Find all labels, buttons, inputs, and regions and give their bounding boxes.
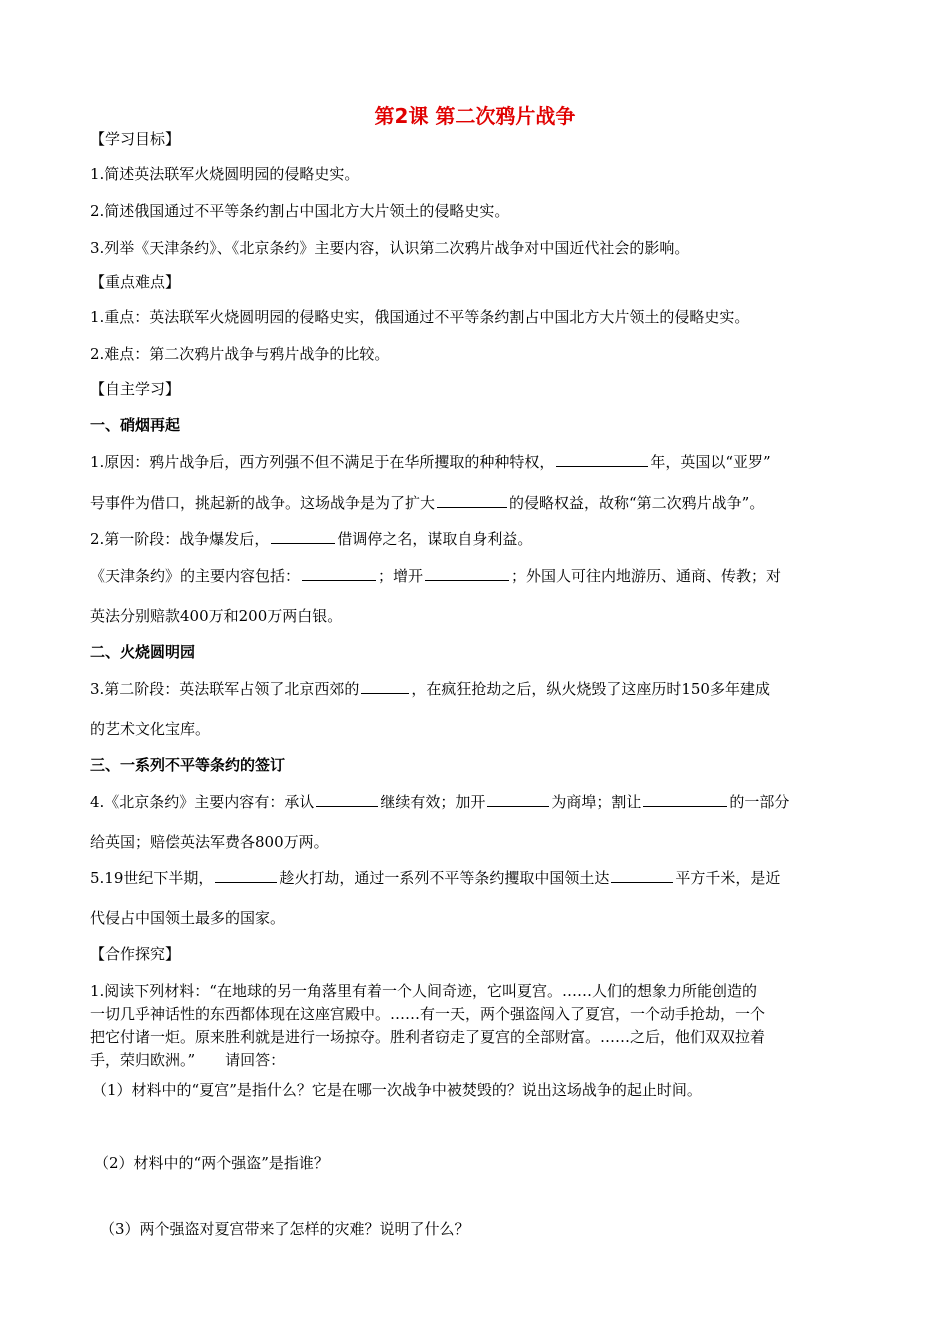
question-1-line-1: [90, 451, 771, 472]
q1-blank-year[interactable]: [556, 465, 648, 467]
q2-blank-content[interactable]: [302, 579, 376, 581]
q5-text-b: 趁火打劫，通过一系列不平等条约攫取中国领土达: [279, 869, 610, 887]
q5-text-c: 平方千米，是近: [675, 869, 781, 887]
sub-question-1: （1）材料中的“夏宫”是指什么？它是在哪一次战争中被焚毁的？说出这场战争的起止时间。: [92, 1081, 702, 1099]
q2-blank-country[interactable]: [271, 542, 335, 544]
question-2-line-1: [90, 528, 532, 549]
q1-text-d: 的侵略权益，故称“第二次鸦片战争”。: [509, 494, 765, 512]
q4-text-c: 为商埠；割让: [551, 793, 642, 811]
q1-text-c: 号事件为借口，挑起新的战争。这场战争是为了扩大: [90, 494, 436, 512]
q4-blank-treaty[interactable]: [316, 805, 378, 807]
part-3-heading: 三、一系列不平等条约的签订: [90, 756, 286, 774]
page-title: 第2课 第二次鸦片战争: [374, 104, 576, 128]
section-self-study: 【自主学习】: [90, 380, 181, 398]
q2-text-a: 2.第一阶段：战争爆发后，: [90, 530, 270, 548]
question-4-line-2: 给英国；赔偿英法军费各800万两。: [90, 833, 329, 851]
q4-blank-port[interactable]: [487, 805, 549, 807]
q5-text-a: 5.19世纪下半期，: [90, 869, 214, 887]
q2-blank-ports[interactable]: [425, 579, 509, 581]
q4-text-d: 的一部分: [729, 793, 790, 811]
q3-blank-place[interactable]: [361, 692, 409, 694]
question-3-line-1: [90, 678, 770, 699]
q2-text-e: ；外国人可往内地游历、通商、传教；对: [511, 567, 782, 585]
goal-item-2: 2.简述俄国通过不平等条约割占中国北方大片领土的侵略史实。: [90, 202, 510, 220]
q3-text-a: 3.第二阶段：英法联军占领了北京西郊的: [90, 680, 360, 698]
question-1-line-2: [90, 492, 764, 513]
q2-text-b: 借调停之名，谋取自身利益。: [337, 530, 533, 548]
material-line-1: 1.阅读下列材料：“在地球的另一角落里有着一个人间奇迹，它叫夏宫。……人们的想象力所能创造的: [90, 982, 757, 1000]
question-2-line-3: 英法分别赔款400万和200万两白银。: [90, 607, 343, 625]
question-5-line-2: 代侵占中国领土最多的国家。: [90, 909, 286, 927]
key-point-2: 2.难点：第二次鸦片战争与鸦片战争的比较。: [90, 345, 390, 363]
question-2-line-2: [90, 565, 781, 586]
question-5-line-1: [90, 867, 780, 888]
part-1-heading: 一、硝烟再起: [90, 416, 181, 434]
key-point-1: 1.重点：英法联军火烧圆明园的侵略史实，俄国通过不平等条约割占中国北方大片领土的侵略史实。: [90, 308, 750, 326]
section-key-points: 【重点难点】: [90, 273, 181, 291]
q1-text-b: 年，英国以“亚罗”: [650, 453, 771, 471]
material-line-4: 手，荣归欧洲。” 请回答：: [90, 1051, 286, 1069]
q2-text-d: ；增开: [378, 567, 424, 585]
question-4-line-1: [90, 791, 789, 812]
section-learning-goals: 【学习目标】: [90, 130, 181, 148]
sub-question-2: （2）材料中的“两个强盗”是指谁？: [94, 1154, 329, 1172]
material-line-2: 一切几乎神话性的东西都体现在这座宫殿中。……有一天，两个强盗闯入了夏宫，一个动手抢劫，一个: [90, 1005, 766, 1023]
q5-blank-country[interactable]: [215, 881, 277, 883]
goal-item-3: 3.列举《天津条约》、《北京条约》主要内容，认识第二次鸦片战争对中国近代社会的影响。: [90, 239, 690, 257]
part-2-heading: 二、火烧圆明园: [90, 643, 196, 661]
q4-text-a: 4.《北京条约》主要内容有：承认: [90, 793, 315, 811]
q1-text-a: 1.原因：鸦片战争后，西方列强不但不满足于在华所攫取的种种特权，: [90, 453, 555, 471]
goal-item-1: 1.简述英法联军火烧圆明园的侵略史实。: [90, 165, 360, 183]
material-line-3: 把它付诸一炬。原来胜利就是进行一场掠夺。胜利者窃走了夏宫的全部财富。……之后，他们双双拉着: [90, 1028, 766, 1046]
sub-question-3: （3）两个强盗对夏宫带来了怎样的灾难？说明了什么？: [100, 1220, 470, 1238]
q4-blank-territory[interactable]: [643, 805, 727, 807]
section-cooperative-inquiry: 【合作探究】: [90, 945, 181, 963]
q1-blank-rights[interactable]: [437, 506, 507, 508]
q5-blank-area[interactable]: [611, 881, 673, 883]
q3-text-b: ，在疯狂抢劫之后，纵火烧毁了这座历时150多年建成: [411, 680, 770, 698]
q4-text-b: 继续有效；加开: [380, 793, 486, 811]
q2-text-c: 《天津条约》的主要内容包括：: [90, 567, 301, 585]
question-3-line-2: 的艺术文化宝库。: [90, 720, 211, 738]
